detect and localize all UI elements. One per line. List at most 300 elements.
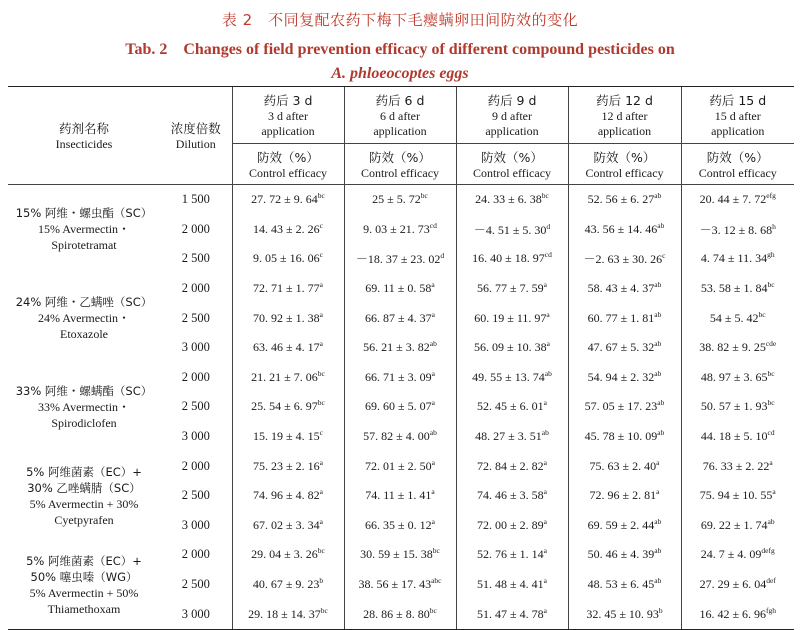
header-efficacy-3 bbox=[456, 144, 568, 185]
efficacy-cell bbox=[568, 244, 681, 274]
insecticide-name-line: 15% 阿维・螺虫酯（SC） bbox=[15, 206, 153, 221]
efficacy-cell bbox=[681, 363, 794, 393]
efficacy-value: 20. 44 ± 7. 72 bbox=[699, 192, 767, 207]
efficacy-cell bbox=[232, 333, 344, 363]
efficacy-value: 27. 72 ± 9. 64 bbox=[251, 192, 318, 207]
significance-letter: a bbox=[543, 605, 547, 615]
efficacy-cell bbox=[681, 570, 794, 600]
header-day-5 bbox=[681, 87, 794, 144]
efficacy-cell bbox=[232, 570, 344, 600]
header-dilution-cn: 浓度倍数 bbox=[170, 121, 221, 136]
significance-letter: a bbox=[431, 368, 435, 378]
significance-letter: a bbox=[543, 546, 547, 556]
dilution-cell: 3 000 bbox=[160, 599, 232, 629]
efficacy-cell bbox=[568, 185, 681, 215]
header-row-days bbox=[8, 87, 794, 144]
insecticide-name-line: 15% Avermectin・ bbox=[37, 222, 131, 237]
efficacy-value: 29. 18 ± 14. 37 bbox=[248, 606, 321, 621]
efficacy-value: 24. 7 ± 4. 09 bbox=[700, 547, 762, 562]
efficacy-value: 48. 53 ± 6. 45 bbox=[587, 577, 655, 592]
efficacy-value: 21. 21 ± 7. 06 bbox=[251, 369, 318, 384]
efficacy-cell bbox=[568, 599, 681, 629]
significance-letter: ab bbox=[654, 280, 662, 290]
efficacy-cell bbox=[456, 244, 568, 274]
efficacy-value: 38. 56 ± 17. 43 bbox=[358, 577, 432, 592]
efficacy-value: 69. 11 ± 0. 58 bbox=[365, 281, 432, 296]
efficacy-value: 74. 46 ± 3. 58 bbox=[477, 488, 544, 503]
table-title-cn: 表 2 不同复配农药下梅下毛瘿螨卵田间防效的变化 bbox=[221, 11, 579, 29]
insecticide-name-line: 33% 阿维・螺螨酯（SC） bbox=[15, 383, 153, 398]
significance-letter: ab bbox=[654, 309, 662, 319]
significance-letter: ab bbox=[654, 516, 662, 526]
header-day-cn: 药后 12 d bbox=[596, 93, 653, 108]
header-day-cn: 药后 6 d bbox=[375, 93, 425, 108]
insecticide-name-line: 5% Avermectin + 30% bbox=[29, 496, 139, 511]
efficacy-value: 70. 92 ± 1. 38 bbox=[253, 310, 320, 325]
insecticide-name-line: Spirotetramat bbox=[51, 238, 117, 253]
table-title-en-line1: Tab. 2 Changes of field prevention efficacy of different compound pesticides on bbox=[125, 41, 675, 58]
efficacy-cell bbox=[232, 392, 344, 422]
insecticide-name-line: Spirodiclofen bbox=[51, 415, 117, 430]
efficacy-cell bbox=[456, 185, 568, 215]
significance-letter: a bbox=[656, 487, 660, 497]
dilution-cell: 3 000 bbox=[181, 517, 210, 532]
significance-letter: bc bbox=[429, 605, 437, 615]
efficacy-cell bbox=[568, 451, 681, 481]
significance-letter: bc bbox=[767, 368, 775, 378]
insecticide-name-line: 24% 阿维・乙螨唑（SC） bbox=[15, 295, 153, 310]
table-body bbox=[8, 87, 794, 630]
efficacy-value: 40. 67 ± 9. 23 bbox=[252, 577, 320, 592]
dilution-cell: 3 000 bbox=[181, 340, 210, 355]
significance-letter: a bbox=[543, 516, 547, 526]
header-day-cn: 药后 15 d bbox=[709, 93, 767, 108]
header-efficacy-cn: 防效（%） bbox=[593, 149, 656, 165]
insecticide-name-line: Cyetpyrafen bbox=[54, 512, 114, 527]
significance-letter: a bbox=[656, 457, 660, 467]
insecticide-name bbox=[8, 185, 160, 274]
header-efficacy-2 bbox=[344, 144, 456, 185]
efficacy-value: 51. 47 ± 4. 78 bbox=[477, 606, 544, 621]
header-efficacy-en: Control efficacy bbox=[248, 165, 328, 180]
insecticide-name-line: 33% Avermectin・ bbox=[37, 399, 131, 414]
efficacy-value: 69. 59 ± 2. 44 bbox=[587, 517, 655, 532]
significance-letter: a bbox=[772, 487, 776, 497]
efficacy-value: 45. 78 ± 10. 09 bbox=[584, 429, 658, 444]
dilution-cell: 2 000 bbox=[181, 221, 210, 236]
efficacy-value: 52. 45 ± 6. 01 bbox=[477, 399, 544, 414]
significance-letter: a bbox=[319, 339, 323, 349]
efficacy-cell bbox=[681, 392, 794, 422]
significance-letter: ab bbox=[657, 220, 665, 230]
dilution-cell: 2 000 bbox=[181, 281, 210, 296]
significance-letter: cde bbox=[765, 339, 777, 349]
table-row bbox=[8, 540, 794, 570]
efficacy-value: 66. 87 ± 4. 37 bbox=[365, 310, 432, 325]
significance-letter: a bbox=[319, 280, 323, 290]
efficacy-cell bbox=[681, 244, 794, 274]
header-insecticides-en: Insecticides bbox=[55, 137, 113, 151]
efficacy-cell bbox=[456, 422, 568, 452]
efficacy-cell bbox=[456, 511, 568, 541]
significance-letter: a bbox=[431, 398, 435, 408]
efficacy-cell bbox=[568, 303, 681, 333]
header-day-en2: application bbox=[597, 124, 652, 138]
header-dilution bbox=[160, 87, 232, 185]
header-efficacy-en: Control efficacy bbox=[360, 165, 440, 180]
header-efficacy-cn: 防效（%） bbox=[369, 149, 431, 165]
significance-letter: b bbox=[658, 605, 663, 615]
efficacy-cell bbox=[681, 303, 794, 333]
efficacy-value: 32. 45 ± 10. 93 bbox=[586, 606, 659, 621]
efficacy-value: 58. 43 ± 4. 37 bbox=[587, 281, 655, 296]
significance-letter: a bbox=[546, 339, 550, 349]
significance-letter: ab bbox=[654, 191, 662, 201]
efficacy-value: 72. 00 ± 2. 89 bbox=[477, 517, 544, 532]
efficacy-value: 74. 96 ± 4. 82 bbox=[253, 488, 320, 503]
efficacy-cell bbox=[568, 363, 681, 393]
insecticide-name-line: 24% Avermectin・ bbox=[37, 311, 131, 326]
efficacy-cell bbox=[681, 451, 794, 481]
efficacy-cell bbox=[568, 481, 681, 511]
efficacy-value: －4. 51 ± 5. 30 bbox=[473, 222, 547, 237]
efficacy-cell bbox=[681, 599, 794, 629]
efficacy-value: 74. 11 ± 1. 41 bbox=[365, 488, 432, 503]
insecticide-name bbox=[8, 540, 160, 629]
efficacy-value: 29. 04 ± 3. 26 bbox=[251, 547, 318, 562]
efficacy-value: 72. 84 ± 2. 82 bbox=[477, 458, 544, 473]
insecticide-name-line: 30% 乙唑螨腈（SC） bbox=[27, 480, 141, 495]
dilution-cell: 2 500 bbox=[181, 577, 210, 592]
efficacy-value: 47. 67 ± 5. 32 bbox=[587, 340, 655, 355]
efficacy-cell bbox=[456, 481, 568, 511]
efficacy-value: 72. 01 ± 2. 50 bbox=[365, 458, 432, 473]
efficacy-cell bbox=[344, 244, 456, 274]
significance-letter: a bbox=[319, 487, 323, 497]
significance-letter: cd bbox=[544, 250, 552, 260]
efficacy-value: 72. 71 ± 1. 77 bbox=[253, 281, 320, 296]
header-efficacy-en: Control efficacy bbox=[585, 165, 664, 180]
significance-letter: ab bbox=[654, 546, 662, 556]
significance-letter: a bbox=[543, 487, 547, 497]
significance-letter: bc bbox=[541, 191, 549, 201]
significance-letter: bc bbox=[320, 605, 328, 615]
dilution-cell: 2 000 bbox=[181, 458, 210, 473]
efficacy-value: 16. 42 ± 6. 96 bbox=[699, 606, 767, 621]
efficacy-cell bbox=[568, 422, 681, 452]
efficacy-value: 75. 94 ± 10. 55 bbox=[699, 488, 773, 503]
efficacy-cell bbox=[456, 333, 568, 363]
header-day-cn: 药后 3 d bbox=[263, 93, 313, 108]
dilution-cell: 3 000 bbox=[181, 429, 210, 444]
efficacy-value: 44. 18 ± 5. 10 bbox=[700, 429, 768, 444]
efficacy-value: 54. 94 ± 2. 32 bbox=[587, 369, 655, 384]
significance-letter: ab bbox=[544, 368, 552, 378]
efficacy-cell bbox=[681, 185, 794, 215]
efficacy-cell bbox=[681, 540, 794, 570]
efficacy-value: 24. 33 ± 6. 38 bbox=[475, 192, 542, 207]
insecticide-name bbox=[8, 451, 160, 540]
efficacy-cell bbox=[568, 333, 681, 363]
insecticide-name-line: 5% Avermectin + 50% bbox=[29, 585, 139, 600]
dilution-cell: 2 000 bbox=[181, 547, 210, 562]
efficacy-value: 38. 82 ± 9. 25 bbox=[699, 340, 766, 355]
efficacy-cell bbox=[681, 215, 794, 245]
efficacy-value: 9. 05 ± 16. 06 bbox=[253, 251, 320, 266]
dilution-cell: 2 500 bbox=[181, 488, 210, 503]
insecticide-name-line: 50% 噻虫嗪（WG） bbox=[30, 569, 138, 584]
significance-letter: c bbox=[319, 250, 323, 260]
efficacy-cell bbox=[232, 422, 344, 452]
insecticide-name-line: 5% 阿维菌素（EC）+ bbox=[26, 553, 142, 568]
significance-letter: a bbox=[769, 457, 773, 467]
efficacy-cell bbox=[344, 511, 456, 541]
efficacy-cell bbox=[344, 451, 456, 481]
efficacy-cell bbox=[344, 540, 456, 570]
header-day-en2: application bbox=[485, 124, 539, 138]
efficacy-value: 57. 05 ± 17. 23 bbox=[584, 399, 658, 414]
significance-letter: bc bbox=[758, 309, 766, 319]
efficacy-value: 63. 46 ± 4. 17 bbox=[253, 340, 320, 355]
header-efficacy-1 bbox=[232, 144, 344, 185]
header-insecticides-cn: 药剂名称 bbox=[58, 121, 109, 136]
efficacy-cell bbox=[681, 481, 794, 511]
efficacy-cell bbox=[344, 570, 456, 600]
efficacy-value: 14. 43 ± 2. 26 bbox=[253, 221, 320, 236]
significance-letter: bc bbox=[767, 280, 775, 290]
significance-letter: ab bbox=[657, 398, 665, 408]
significance-letter: bc bbox=[317, 368, 325, 378]
efficacy-cell bbox=[681, 274, 794, 304]
dilution-cell: 2 500 bbox=[181, 310, 210, 325]
efficacy-cell bbox=[456, 274, 568, 304]
efficacy-cell bbox=[344, 422, 456, 452]
significance-letter: a bbox=[543, 576, 547, 586]
significance-letter: a bbox=[431, 309, 435, 319]
efficacy-value: 66. 35 ± 0. 12 bbox=[365, 517, 432, 532]
efficacy-value: －18. 37 ± 23. 02 bbox=[355, 252, 441, 267]
header-day-en1: 15 d after bbox=[714, 109, 761, 123]
efficacy-value: 75. 63 ± 2. 40 bbox=[589, 458, 657, 473]
efficacy-value: 49. 55 ± 13. 74 bbox=[472, 369, 545, 384]
efficacy-cell bbox=[232, 481, 344, 511]
efficacy-cell bbox=[568, 570, 681, 600]
header-efficacy-4 bbox=[568, 144, 681, 185]
efficacy-value: 48. 97 ± 3. 65 bbox=[700, 369, 768, 384]
efficacy-cell bbox=[568, 274, 681, 304]
efficacy-value: 50. 46 ± 4. 39 bbox=[587, 547, 655, 562]
efficacy-value: 69. 22 ± 1. 74 bbox=[700, 517, 768, 532]
efficacy-cell bbox=[232, 244, 344, 274]
table-title-en-line2: A. phloeocoptes eggs bbox=[331, 65, 469, 82]
header-day-1 bbox=[232, 87, 344, 144]
efficacy-cell bbox=[344, 481, 456, 511]
header-efficacy-cn: 防效（%） bbox=[481, 149, 543, 165]
efficacy-value: 25. 54 ± 6. 97 bbox=[251, 399, 318, 414]
insecticide-name-line: Thiamethoxam bbox=[47, 601, 121, 616]
efficacy-cell bbox=[232, 451, 344, 481]
efficacy-table bbox=[8, 86, 794, 630]
efficacy-value: 50. 57 ± 1. 93 bbox=[700, 399, 768, 414]
header-insecticides bbox=[8, 87, 160, 185]
efficacy-cell bbox=[568, 511, 681, 541]
significance-letter: cd bbox=[767, 428, 775, 438]
efficacy-cell bbox=[456, 540, 568, 570]
efficacy-cell bbox=[681, 422, 794, 452]
efficacy-value: 56. 21 ± 3. 82 bbox=[363, 340, 430, 355]
header-dilution-en: Dilution bbox=[175, 137, 216, 151]
significance-letter: abc bbox=[431, 576, 442, 586]
efficacy-value: 30. 59 ± 15. 38 bbox=[360, 547, 433, 562]
efficacy-cell bbox=[232, 185, 344, 215]
efficacy-value: 60. 77 ± 1. 81 bbox=[587, 310, 655, 325]
efficacy-value: 75. 23 ± 2. 16 bbox=[253, 458, 320, 473]
efficacy-cell bbox=[344, 599, 456, 629]
efficacy-cell bbox=[232, 363, 344, 393]
significance-letter: fgh bbox=[766, 605, 777, 615]
significance-letter: a bbox=[431, 280, 435, 290]
significance-letter: ab bbox=[654, 339, 662, 349]
significance-letter: b bbox=[319, 576, 324, 586]
significance-letter: ab bbox=[429, 428, 437, 438]
significance-letter: gh bbox=[767, 250, 775, 260]
dilution-cell: 2 500 bbox=[181, 251, 210, 266]
efficacy-value: 54 ± 5. 42 bbox=[709, 310, 759, 325]
significance-letter: bc bbox=[420, 191, 428, 201]
efficacy-value: 72. 96 ± 2. 81 bbox=[589, 488, 657, 503]
efficacy-value: 56. 09 ± 10. 38 bbox=[474, 340, 547, 355]
efficacy-value: 66. 71 ± 3. 09 bbox=[365, 369, 432, 384]
significance-letter: a bbox=[543, 457, 547, 467]
significance-letter: bc bbox=[317, 546, 325, 556]
efficacy-cell bbox=[232, 511, 344, 541]
table-title-en bbox=[0, 38, 800, 86]
significance-letter: bc bbox=[767, 398, 775, 408]
efficacy-value: 52. 56 ± 6. 27 bbox=[587, 192, 655, 207]
header-day-en1: 6 d after bbox=[380, 109, 420, 123]
efficacy-value: 4. 74 ± 11. 34 bbox=[700, 251, 768, 266]
header-day-en2: application bbox=[373, 124, 427, 138]
significance-letter: d bbox=[440, 251, 445, 261]
efficacy-cell bbox=[344, 363, 456, 393]
significance-letter: a bbox=[543, 398, 547, 408]
header-day-2 bbox=[344, 87, 456, 144]
header-day-en1: 9 d after bbox=[492, 109, 532, 123]
significance-letter: cd bbox=[429, 220, 437, 230]
significance-letter: bc bbox=[317, 398, 325, 408]
efficacy-value: 60. 19 ± 11. 97 bbox=[474, 310, 547, 325]
efficacy-cell bbox=[456, 599, 568, 629]
significance-letter: efg bbox=[766, 191, 776, 201]
efficacy-value: 25 ± 5. 72 bbox=[372, 192, 421, 207]
table-row bbox=[8, 185, 794, 215]
efficacy-value: 51. 48 ± 4. 41 bbox=[477, 577, 544, 592]
efficacy-cell bbox=[232, 215, 344, 245]
table-row bbox=[8, 363, 794, 393]
efficacy-value: 16. 40 ± 18. 97 bbox=[472, 251, 545, 266]
significance-letter: a bbox=[319, 309, 323, 319]
significance-letter: a bbox=[546, 309, 550, 319]
efficacy-cell bbox=[456, 451, 568, 481]
header-efficacy-en: Control efficacy bbox=[472, 165, 552, 180]
efficacy-cell bbox=[456, 570, 568, 600]
dilution-cell: 2 500 bbox=[181, 399, 210, 414]
table-row bbox=[8, 451, 794, 481]
header-day-4 bbox=[568, 87, 681, 144]
header-day-en2: application bbox=[261, 124, 315, 138]
efficacy-value: －3. 12 ± 8. 68 bbox=[699, 222, 773, 237]
efficacy-cell bbox=[344, 392, 456, 422]
efficacy-cell bbox=[681, 511, 794, 541]
header-day-en1: 3 d after bbox=[268, 109, 308, 123]
efficacy-value: 57. 82 ± 4. 00 bbox=[363, 429, 430, 444]
efficacy-value: 28. 86 ± 8. 80 bbox=[363, 606, 430, 621]
efficacy-cell bbox=[456, 215, 568, 245]
efficacy-value: 52. 76 ± 1. 14 bbox=[477, 547, 544, 562]
efficacy-value: 56. 77 ± 7. 59 bbox=[477, 281, 544, 296]
header-efficacy-5 bbox=[681, 144, 794, 185]
efficacy-cell bbox=[568, 540, 681, 570]
efficacy-cell bbox=[344, 215, 456, 245]
efficacy-value: 76. 33 ± 2. 22 bbox=[702, 458, 770, 473]
header-day-en1: 12 d after bbox=[601, 109, 648, 123]
efficacy-value: 53. 58 ± 1. 84 bbox=[700, 281, 768, 296]
significance-letter: d bbox=[546, 221, 551, 231]
insecticide-name-line: 5% 阿维菌素（EC）+ bbox=[26, 464, 142, 479]
significance-letter: h bbox=[772, 221, 776, 231]
significance-letter: ab bbox=[767, 516, 775, 526]
header-efficacy-en: Control efficacy bbox=[698, 165, 777, 180]
efficacy-value: 48. 27 ± 3. 51 bbox=[475, 429, 542, 444]
efficacy-value: －2. 63 ± 30. 26 bbox=[583, 252, 663, 267]
efficacy-value: 27. 29 ± 6. 04 bbox=[699, 577, 767, 592]
insecticide-name bbox=[8, 363, 160, 452]
efficacy-cell bbox=[344, 333, 456, 363]
significance-letter: a bbox=[319, 457, 323, 467]
significance-letter: a bbox=[431, 516, 435, 526]
efficacy-cell bbox=[232, 599, 344, 629]
header-day-en2: application bbox=[711, 124, 765, 138]
efficacy-cell bbox=[456, 392, 568, 422]
significance-letter: ab bbox=[429, 339, 437, 349]
significance-letter: c bbox=[319, 428, 323, 438]
significance-letter: ab bbox=[541, 428, 549, 438]
significance-letter: ab bbox=[657, 428, 665, 438]
efficacy-cell bbox=[456, 363, 568, 393]
efficacy-cell bbox=[232, 540, 344, 570]
significance-letter: bc bbox=[432, 546, 440, 556]
efficacy-cell bbox=[681, 333, 794, 363]
significance-letter: defg bbox=[761, 546, 775, 556]
efficacy-cell bbox=[344, 185, 456, 215]
significance-letter: a bbox=[431, 487, 435, 497]
significance-letter: c bbox=[319, 220, 323, 230]
significance-letter: def bbox=[766, 576, 776, 586]
insecticide-name-line: Etoxazole bbox=[60, 327, 108, 342]
dilution-cell: 2 000 bbox=[181, 369, 210, 384]
efficacy-cell bbox=[232, 274, 344, 304]
significance-letter: ab bbox=[654, 368, 662, 378]
significance-letter: bc bbox=[317, 191, 325, 201]
efficacy-cell bbox=[568, 392, 681, 422]
efficacy-cell bbox=[344, 303, 456, 333]
header-efficacy-cn: 防效（%） bbox=[257, 149, 319, 165]
efficacy-value: 67. 02 ± 3. 34 bbox=[253, 517, 320, 532]
efficacy-cell bbox=[568, 215, 681, 245]
significance-letter: a bbox=[543, 280, 547, 290]
header-efficacy-cn: 防效（%） bbox=[706, 149, 769, 165]
significance-letter: c bbox=[662, 251, 666, 261]
